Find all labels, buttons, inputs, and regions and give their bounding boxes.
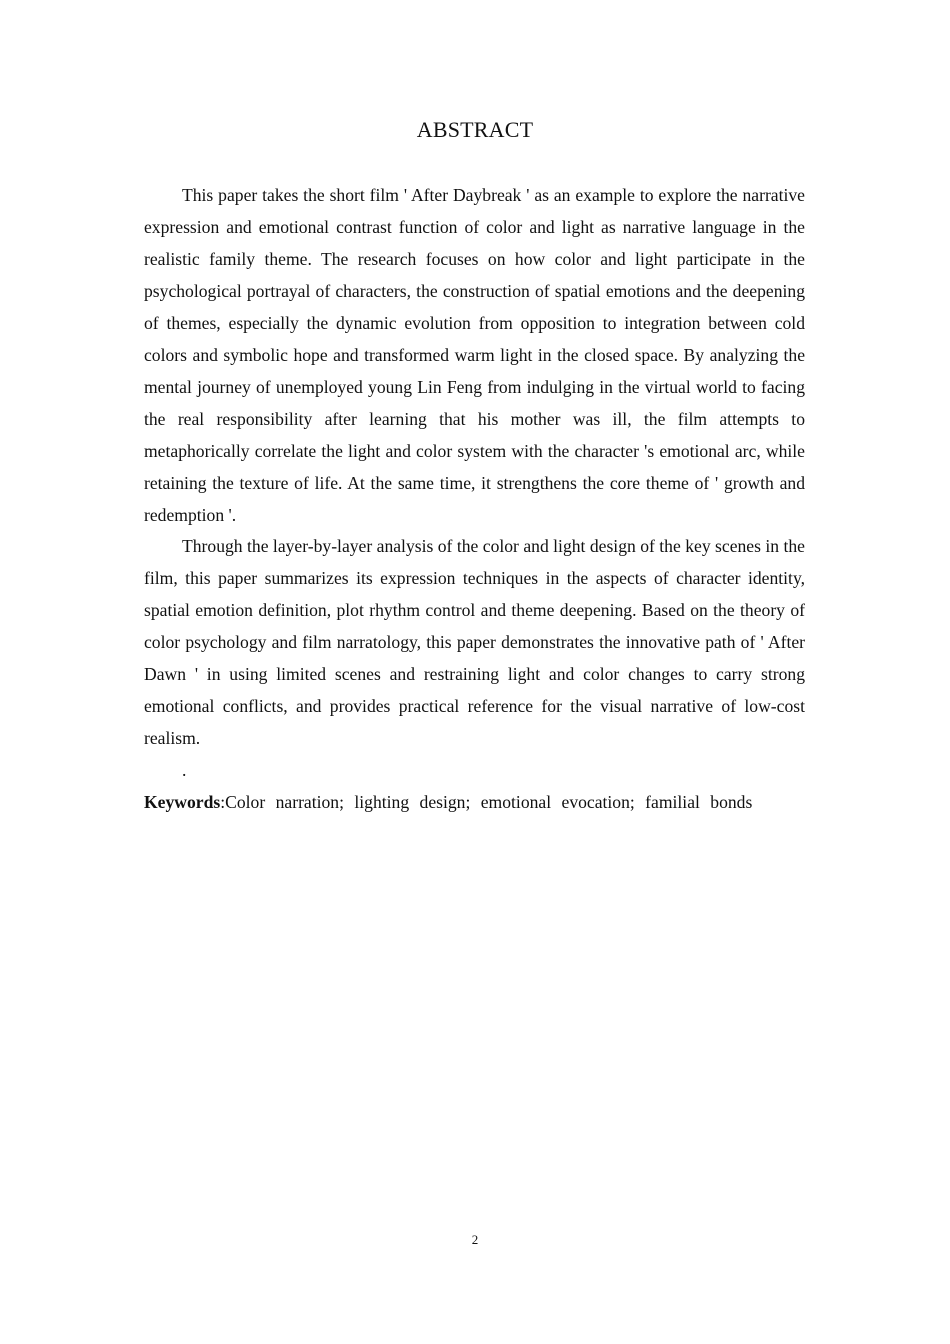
abstract-paragraph-1: This paper takes the short film ' After Daybreak ' as an example to explore the narrative expression and emotional contrast function of color and light as narrative language in the realistic family theme. The research focuses on how color and light participate in the psychological portrayal of characters, the construction of spatial emotions and the deepening of themes, especially the dynamic evolution from opposition to integration between cold colors and symbolic hope and transformed warm light in the closed space. By analyzing the mental journey of unemployed young Lin Feng from indulging in the virtual world to facing the real responsibility after learning that his mother was ill, the film attempts to metaphorically correlate the light and color system with the character 's emotional arc, while retaining the texture of life. At the same time, it strengthens the core theme of ' growth and redemption '. — [144, 185, 805, 525]
keywords-text: Color narration; lighting design; emotional evocation; familial bonds — [225, 792, 753, 813]
page-number: 2 — [471, 1232, 479, 1247]
keywords-line — [144, 787, 805, 819]
stray-dot: . — [182, 760, 187, 781]
abstract-title: ABSTRACT — [416, 117, 534, 142]
keywords-label: Keywords — [144, 792, 221, 813]
abstract-paragraph-2: Through the layer-by-layer analysis of the color and light design of the key scenes in the film, this paper summarizes its expression techniques in the aspects of character identity, spatial emotion definition, plot rhythm control and theme deepening. Based on the theory of color psychology and film narratology, this paper demonstrates the innovative path of ' After Dawn ' in using limited scenes and restraining light and color changes to carry strong emotional conflicts, and provides practical reference for the visual narrative of low-cost realism. — [144, 536, 805, 749]
keywords-separator: : — [220, 792, 226, 813]
abstract-body — [144, 180, 805, 819]
